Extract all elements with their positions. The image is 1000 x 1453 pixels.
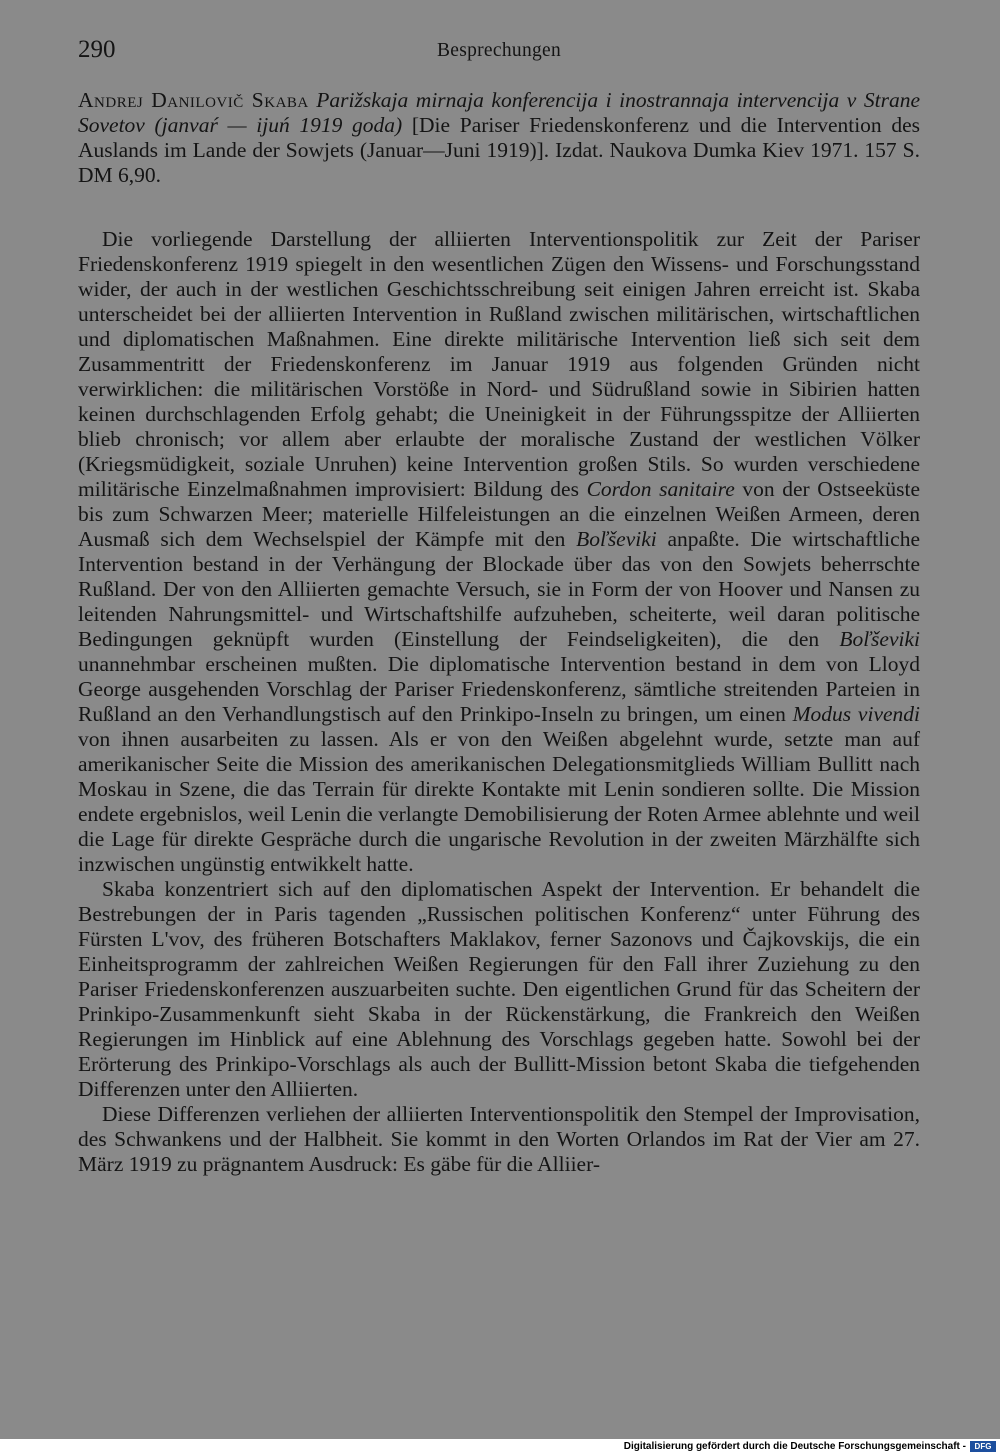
paragraph-1-text-1: Die vorliegende Darstellung der alliierten Interventionspolitik zur Zeit der Pariser Friedenskonferenz 1919 spiegelt in den wesentlichen Zügen den Wissens- und Forschungsstand wider, der auch in der westlichen Geschichtsschreibung seit einigen Jahren erreicht ist. Skaba unterscheidet bei der alliierten Intervention in Rußland zwischen militärischen, wirtschaftlichen und diplomatischen Maßnahmen. Eine direkte militärische Intervention ließ sich seit dem Zusammentritt der Friedenskonferenz im Januar 1919 aus folgenden Gründen nicht verwirklichen: die militärischen Vorstöße in Nord- und Südrußland sowie in Sibirien hatten keinen durchschlagenden Erfolg gehabt; die Uneinigkeit in der Führungsspitze der Alliierten blieb chronisch; vor allem aber erlaubte der moralische Zustand der westlichen Völker (Kriegsmüdigkeit, soziale Unruhen) keine Intervention großen Stils. So wurden verschiedene militärische Einzelmaßnahmen improvisiert: Bildung des — [78, 227, 920, 501]
paragraph-3: Diese Differenzen verliehen der alliierten Interventionspolitik den Stempel der Improvisation, des Schwankens und der Halbheit. Sie kommt in den Worten Orlandos im Rat der Vier am 27. März 1919 zu prägnantem Ausdruck: Es gäbe für die Alliier- — [78, 1102, 920, 1176]
citation-author: Andrej Danilovič Skaba — [78, 88, 309, 112]
citation-details: [Die Pariser Friedenskonferenz und die Intervention des Auslands im Lande der Sowjets (Januar—Juni 1919)]. Izdat. Naukova Dumka Kiev 1971. 157 S. DM 6,90. — [78, 113, 921, 187]
paragraph-1-italic-4: Modus vivendi — [792, 702, 921, 726]
paragraph-1-text-3: anpaßte. Die wirtschaftliche Intervention bestand in der Verhängung der Blockade über das von den Sowjets beherrschte Rußland. Der von den Alliierten gemachte Versuch, sie in Form der von Hoover und Nansen zu leitenden Nahrungsmittel- und Wirtschaftshilfe aufzuheben, scheiterte, weil daran politische Bedingungen geknüpft wurden (Einstellung der Feindseligkeiten), die den — [78, 527, 920, 651]
running-head: Besprechungen — [436, 40, 562, 61]
paragraph-1 — [78, 227, 920, 877]
paragraph-1-text-5: von ihnen ausarbeiten zu lassen. Als er von den Weißen abgelehnt wurde, setzte man auf amerikanischer Seite die Mission des amerikanischen Delegationsmitglieds William Bullitt nach Moskau in Szene, die das Terrain für direkte Kontakte mit Lenin sondieren sollte. Die Mission endete ergebnislos, weil Lenin die verlangte Demobilisierung der Roten Armee ablehnte und weil die Lage für direkte Gespräche durch die ungarische Revolution in der zweiten Märzhälfte sich inzwischen ungünstig entwikkelt hatte. — [78, 727, 920, 876]
paragraph-2: Skaba konzentriert sich auf den diplomatischen Aspekt der Intervention. Er behandelt die Bestrebungen der in Paris tagenden „Russischen politischen Konferenz“ unter Führung des Fürsten L'vov, des früheren Botschafters Maklakov, ferner Sazonovs und Čajkovskijs, die ein Einheitsprogramm der zahlreichen Weißen Regierungen für den Fall ihrer Zuziehung zu den Pariser Friedenskonferenzen auszuarbeiten suchte. Den eigentlichen Grund für das Scheitern der Prinkipo-Zusammenkunft sieht Skaba in der Rückenstärkung, die Frankreich den Weißen Regierungen im Hinblick auf eine Ablehnung des Vorschlags gegeben hatte. Sowohl bei der Erörterung des Prinkipo-Vorschlags als auch der Bullitt-Mission betont Skaba die tiefgehenden Differenzen unter den Alliierten. — [78, 877, 920, 1101]
review-body — [78, 227, 920, 1177]
paragraph-1-text-2: von der Ostseeküste bis zum Schwarzen Meer; materielle Hilfeleistungen an die einzelnen Weißen Armeen, deren Ausmaß sich dem Wechselspiel der Kämpfe mit den — [78, 477, 920, 551]
page-header — [78, 36, 920, 70]
paragraph-1-text-4: unannehmbar erscheinen mußten. Die diplomatische Intervention bestand in dem von Lloyd George ausgehenden Vorschlag der Pariser Friedenskonferenz, sämtliche streitenden Parteien in Rußland an den Verhandlungstisch auf den Prinkipo-Inseln zu bringen, um einen — [78, 652, 920, 726]
book-citation — [78, 88, 920, 188]
paragraph-1-italic-2: Boľševiki — [576, 527, 657, 551]
paragraph-1-italic-3: Boľševiki — [839, 627, 920, 651]
footer-credit: Digitalisierung gefördert durch die Deutsche Forschungsgemeinschaft - — [623, 1441, 966, 1452]
digitization-footer — [0, 1439, 1000, 1453]
paragraph-1-italic-1: Cordon sanitaire — [586, 477, 735, 501]
citation-title: Parižskaja mirnaja konferencija i inostrannaja intervencija v Strane Sovetov (janvaŕ — ijuń 1919 goda) — [78, 88, 921, 137]
page-number: 290 — [78, 36, 116, 63]
dfg-logo: DFG — [970, 1441, 996, 1452]
